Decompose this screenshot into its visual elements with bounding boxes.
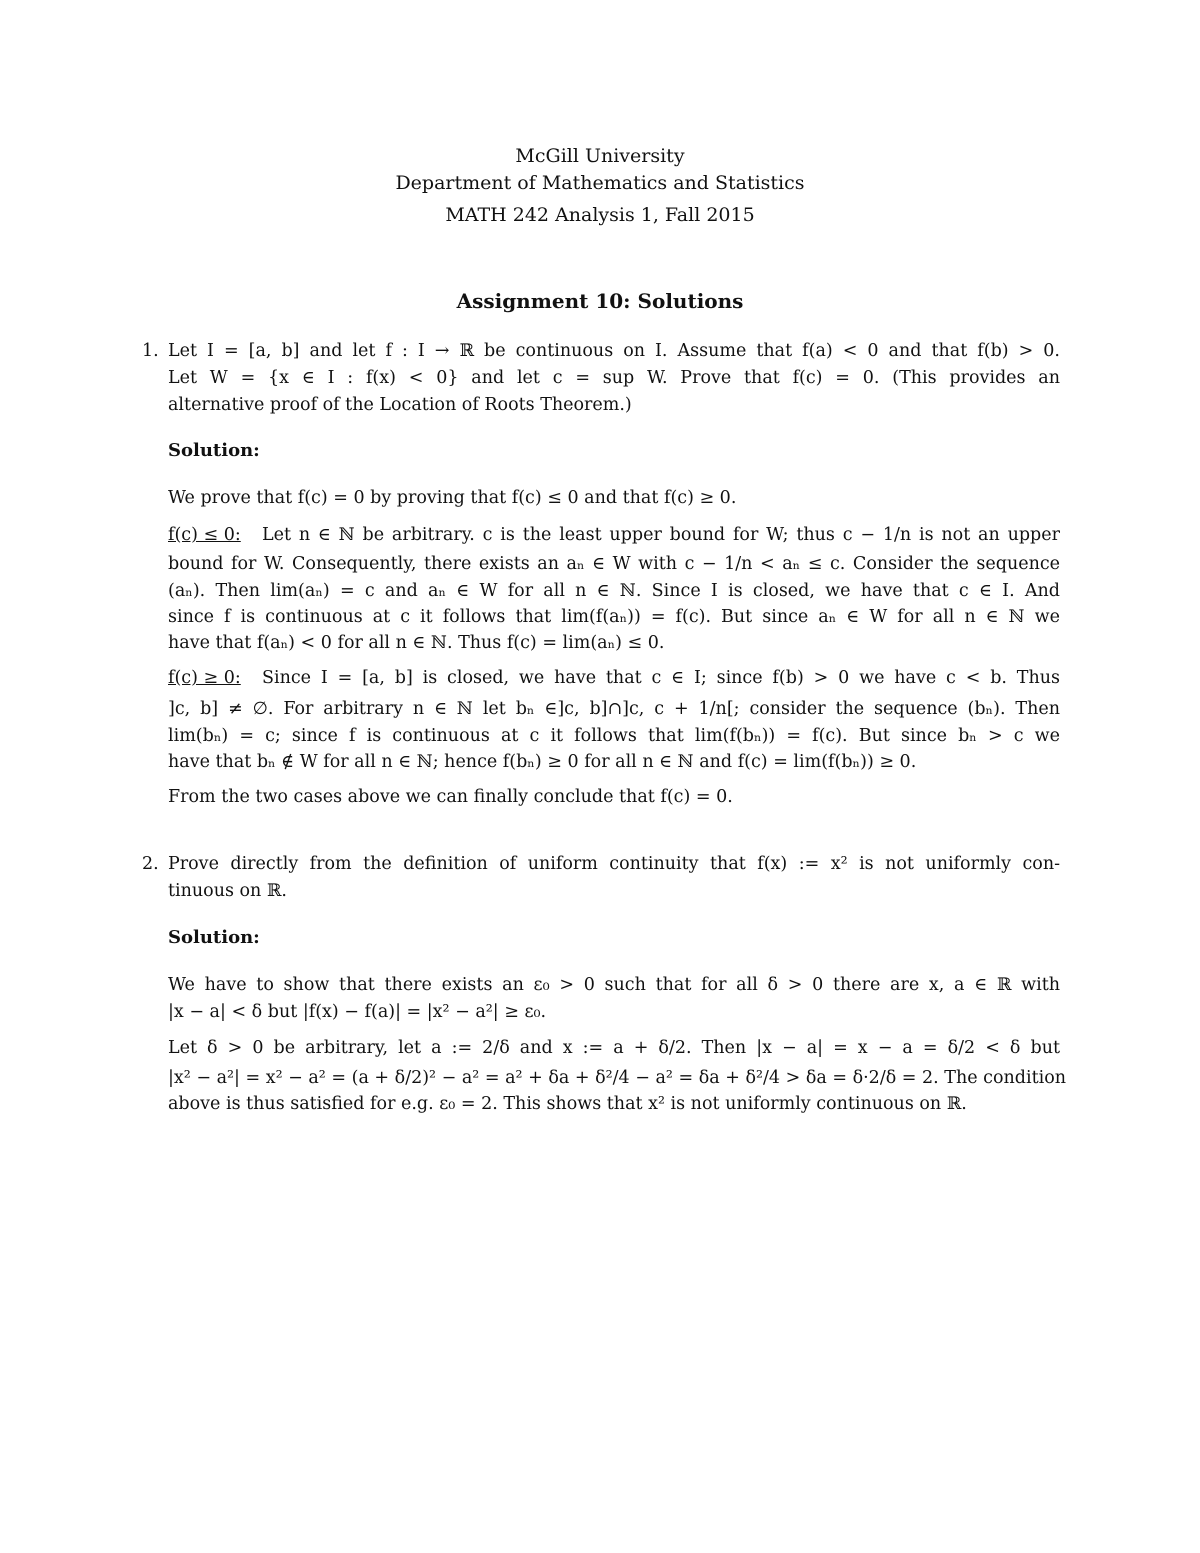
case-1-line: have that f(aₙ) < 0 for all n ∈ ℕ. Thus f(c) = lim(aₙ) ≤ 0. [168,633,665,653]
problem-2-paragraph-line: above is thus satisfied for e.g. ε₀ = 2. This shows that x² is not uniformly continuous on ℝ. [168,1094,967,1114]
case-1-line: since f is continuous at c it follows that lim(f(aₙ)) = f(c). But since aₙ ∈ W for all n ∈ ℕ we [168,607,1060,627]
problem-1-statement-line: Let I = [a, b] and let f : I → ℝ be continuous on I. Assume that f(a) < 0 and that f(b) > 0. [168,341,1060,361]
problem-1-solution-label: Solution: [168,440,260,461]
course-title: MATH 242 Analysis 1, Fall 2015 [445,204,755,226]
problem-2-paragraph-line: Let δ > 0 be arbitrary, let a := 2/δ and x := a + δ/2. Then |x − a| = x − a = δ/2 < δ but [168,1038,1060,1058]
problem-1-statement-line: Let W = {x ∈ I : f(x) < 0} and let c = sup W. Prove that f(c) = 0. (This provides an [168,368,1060,388]
problem-2-statement-line: tinuous on ℝ. [168,881,287,901]
case-2-line: Since I = [a, b] is closed, we have that c ∈ I; since f(b) > 0 we have c < b. Thus [262,668,1060,688]
case-2-line: lim(bₙ) = c; since f is continuous at c it follows that lim(f(bₙ)) = f(c). But since bₙ > c we [168,726,1060,746]
case-2-label: f(c) ≥ 0: [168,668,241,688]
problem-2-statement-line: Prove directly from the definition of uniform continuity that f(x) := x² is not uniformly con- [168,854,1060,874]
problem-2-paragraph-line: We have to show that there exists an ε₀ > 0 such that for all δ > 0 there are x, a ∈ ℝ with [168,975,1060,995]
case-2-line: have that bₙ ∉ W for all n ∈ ℕ; hence f(bₙ) ≥ 0 for all n ∈ ℕ and f(c) = lim(f(bₙ)) ≥ 0. [168,752,917,772]
case-1-line: bound for W. Consequently, there exists an aₙ ∈ W with c − 1/n < aₙ ≤ c. Consider the sequence [168,554,1060,574]
case-1-label: f(c) ≤ 0: [168,525,241,545]
problem-2-paragraph-line: |x² − a²| = x² − a² = (a + δ/2)² − a² = a² + δa + δ²/4 − a² = δa + δ²/4 > δa = δ·2/δ = 2. The condition [168,1068,1067,1088]
problem-1-intro: We prove that f(c) = 0 by proving that f(c) ≤ 0 and that f(c) ≥ 0. [168,488,737,508]
problem-2-number: 2. [142,854,159,874]
case-1-line: (aₙ). Then lim(aₙ) = c and aₙ ∈ W for all n ∈ ℕ. Since I is closed, we have that c ∈ I. And [168,581,1060,601]
assignment-title: Assignment 10: Solutions [456,289,744,313]
department-name: Department of Mathematics and Statistics [395,172,805,194]
problem-1-conclusion: From the two cases above we can finally conclude that f(c) = 0. [168,787,733,807]
case-2-line: ]c, b] ≠ ∅. For arbitrary n ∈ ℕ let bₙ ∈]c, b]∩]c, c + 1/n[; consider the sequence (bₙ). Then [168,699,1060,719]
problem-1-statement-line: alternative proof of the Location of Roots Theorem.) [168,395,632,415]
case-1-line: Let n ∈ ℕ be arbitrary. c is the least upper bound for W; thus c − 1/n is not an upper [262,525,1060,545]
university-name: McGill University [515,145,685,167]
problem-2-paragraph-line: |x − a| < δ but |f(x) − f(a)| = |x² − a²| ≥ ε₀. [168,1002,547,1022]
problem-2-solution-label: Solution: [168,927,260,948]
problem-1-number: 1. [142,341,159,361]
